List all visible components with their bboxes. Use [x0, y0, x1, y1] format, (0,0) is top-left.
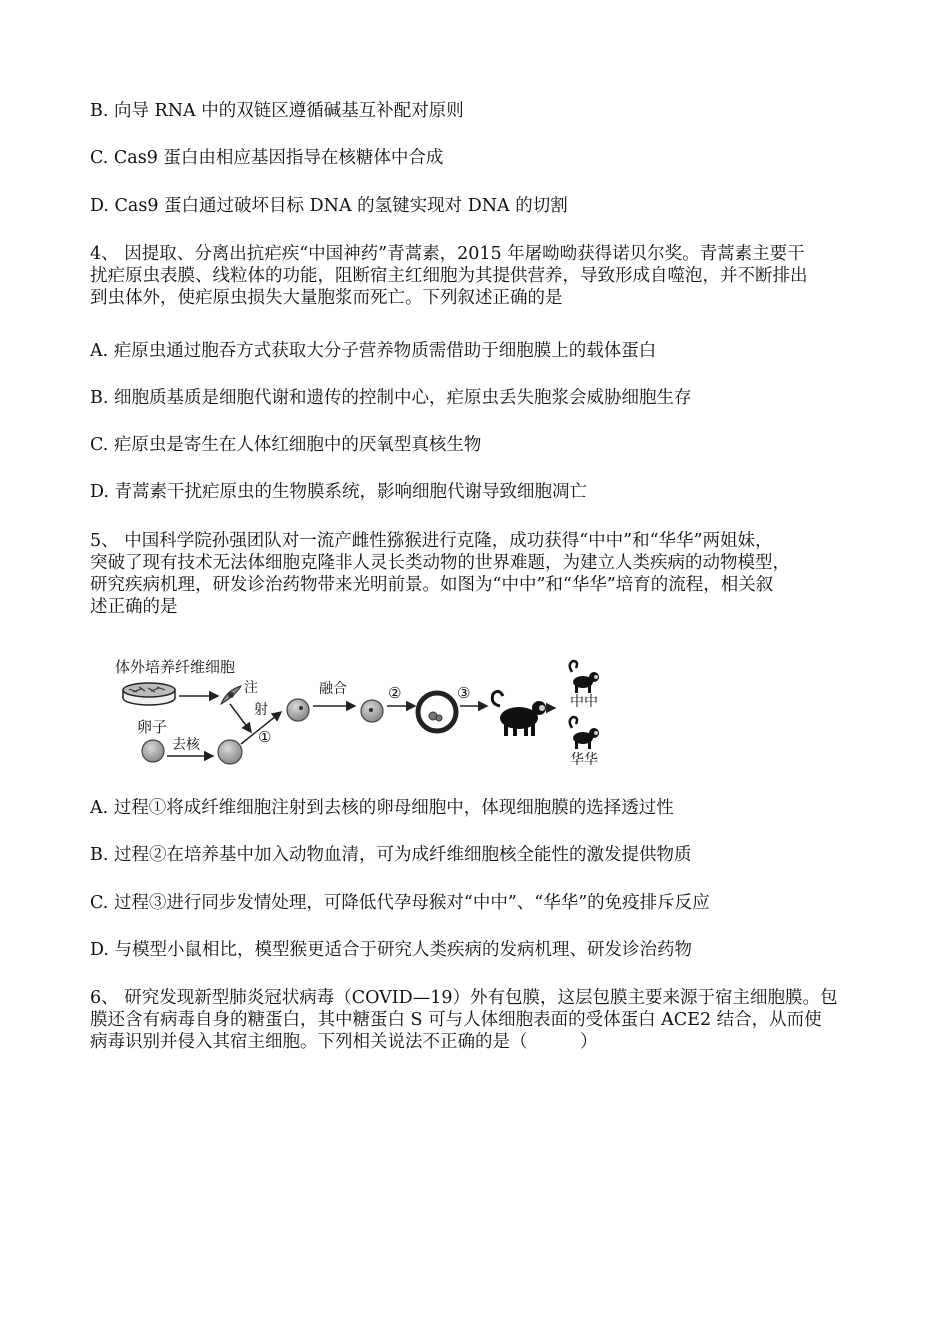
q5-stem-line: 5、 中国科学院孙强团队对一流产雌性猕猴进行克隆，成功获得“中中”和“华华”两姐妹， [90, 531, 773, 551]
q6-stem-line: 6、 研究发现新型肺炎冠状病毒（COVID—19）外有包膜，这层包膜主要来源于宿主细胞膜。包 [90, 988, 838, 1008]
q6-stem [90, 987, 865, 1053]
q5-option-a: A. 过程①将成纤维细胞注射到去核的卵母细胞中，体现细胞膜的选择透过性 [90, 798, 674, 818]
q5-option-d: D. 与模型小鼠相比，模型猴更适合于研究人类疾病的发病机理、研发诊治药物 [90, 940, 693, 960]
step1-label: ① [258, 728, 272, 746]
cloning-flow-diagram [115, 656, 610, 768]
surrogate-monkey-icon [492, 691, 546, 736]
inject-label-2: 射 [254, 702, 268, 718]
q4-stem-line: 到虫体外，使疟原虫损失大量胞浆而死亡。下列叙述正确的是 [90, 288, 563, 308]
culture-dish [123, 683, 175, 705]
q3-option-b: B. 向导 RNA 中的双链区遵循碱基互补配对原则 [90, 101, 464, 121]
q5-option-c: C. 过程③进行同步发情处理，可降低代孕母猴对“中中”、“华华”的免疫排斥反应 [90, 893, 710, 913]
q4-option-c: C. 疟原虫是寄生在人体红细胞中的厌氧型真核生物 [90, 435, 482, 455]
zhongzhong-monkey-icon [570, 661, 599, 693]
inject-label-1: 注 [244, 680, 258, 696]
q3-option-c: C. Cas9 蛋白由相应基因指导在核糖体中合成 [90, 148, 444, 168]
fibroblast-cell [221, 686, 241, 704]
q4-stem-line: 扰疟原虫表膜、线粒体的功能，阻断宿主红细胞为其提供营养，导致形成自噬泡，并不断排出 [90, 266, 808, 286]
fusion-label: 融合 [319, 681, 347, 697]
egg-label: 卵子 [137, 718, 168, 736]
q4-option-b: B. 细胞质基质是细胞代谢和遗传的控制中心，疟原虫丢失胞浆会威胁细胞生存 [90, 388, 692, 408]
q5-stem-line: 突破了现有技术无法体细胞克隆非人灵长类动物的世界难题，为建立人类疾病的动物模型， [90, 553, 790, 573]
q5-stem-line: 研究疾病机理，研发诊治药物带来光明前景。如图为“中中”和“华华”培育的流程，相关叙 [90, 575, 774, 595]
step3-label: ③ [457, 684, 471, 702]
q3-option-d: D. Cas9 蛋白通过破坏目标 DNA 的氢键实现对 DNA 的切割 [90, 196, 568, 216]
q5-option-b: B. 过程②在培养基中加入动物血清，可为成纤维细胞核全能性的激发提供物质 [90, 845, 692, 865]
enucleate-label: 去核 [172, 737, 200, 753]
egg-cell [142, 740, 164, 762]
culture-label: 体外培养纤维细胞 [115, 658, 236, 676]
huahua-label: 华华 [570, 752, 598, 768]
q4-option-a: A. 疟原虫通过胞吞方式获取大分子营养物质需借助于细胞膜上的载体蛋白 [90, 341, 657, 361]
enucleated-oocyte [218, 740, 242, 764]
q6-stem-line: 膜还含有病毒自身的糖蛋白，其中糖蛋白 S 可与人体细胞表面的受体蛋白 ACE2 结合，从而使 [90, 1010, 822, 1030]
embryo [418, 693, 456, 731]
q5-stem [90, 530, 865, 618]
step2-label: ② [388, 684, 402, 702]
huahua-monkey-icon [570, 717, 599, 749]
q4-option-d: D. 青蒿素干扰疟原虫的生物膜系统，影响细胞代谢导致细胞凋亡 [90, 482, 588, 502]
zhongzhong-label: 中中 [570, 694, 598, 710]
q5-stem-line: 述正确的是 [90, 597, 178, 617]
q4-stem [90, 243, 865, 309]
q6-stem-line: 病毒识别并侵入其宿主细胞。下列相关说法不正确的是（ ） [90, 1032, 598, 1052]
q4-stem-line: 4、 因提取、分离出抗疟疾“中国神药”青蒿素，2015 年屠呦呦获得诺贝尔奖。青蒿素主要干 [90, 244, 805, 264]
injected-oocyte [287, 699, 309, 721]
